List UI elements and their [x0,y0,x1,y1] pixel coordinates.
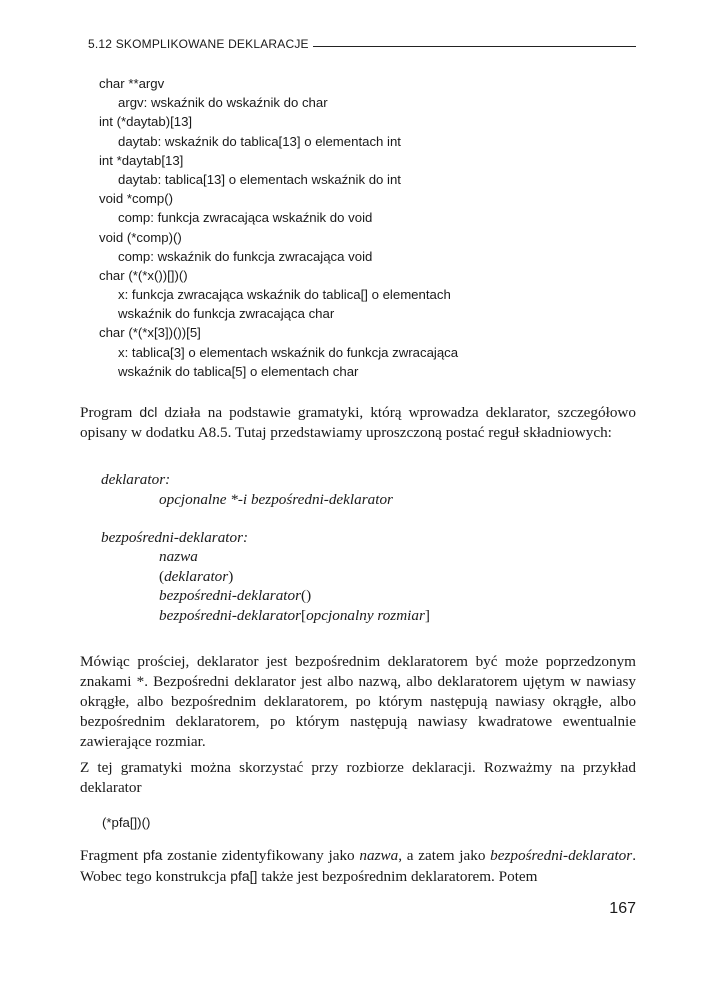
function-parens: () [301,587,312,604]
code-line: char **argv [99,76,165,91]
paren-open: ( [159,568,165,585]
paragraph-intro [80,402,636,443]
code-line: argv: wskaźnik do wskaźnik do char [118,95,328,111]
code-line: char (*(*x[3])())[5] [99,325,201,341]
code-line: comp: funkcja zwracająca wskaźnik do void [118,210,373,226]
code-line: int *daytab[13] [99,152,184,168]
inline-code-dcl: dcl [139,404,158,420]
paragraph-example-intro: Z tej gramatyki można skorzystać przy rozbiorze deklaracji. Rozważmy na przykład deklarator [80,759,636,796]
code-line: x: funkcja zwracająca wskaźnik do tablica[] o elementach [118,287,451,303]
paragraph-explanation: Mówiąc prościej, deklarator jest bezpośrednim deklaratorem być może poprzedzonym znakami *. Bezpośredni deklarator jest albo nazwą, albo deklaratorem ujętym w nawiasy okrągłe, albo bezpośrednim deklaratorem, po którym następują nawiasy okrągłe, albo bezpośrednim deklaratorem, po którym następują nawiasy kwadratowe ewentualnie zawierające rozmiar. [80,653,636,750]
bracket-close: ] [424,607,430,624]
code-line: char (*(*x())[])() [99,267,188,283]
code-line: x: tablica[3] o elementach wskaźnik do funkcja zwracająca [118,344,459,360]
paragraph-parse [80,845,636,887]
bracket-open: [ [301,607,307,624]
code-line: daytab: tablica[13] o elementach wskaźnik do int [118,171,401,187]
grammar-alt-name: nazwa [159,548,198,565]
grammar-alt-function [159,585,311,606]
grammar-alt-array [159,605,430,626]
code-line: daytab: wskaźnik do tablica[13] o elementach int [118,133,401,149]
grammar-alt4-inner: opcjonalny rozmiar [306,607,425,624]
para1-text-after: działa na podstawie gramatyki, którą wprowadza deklarator, szczegółowo opisany w dodatku A8.5. Tutaj przedstawiamy uproszczoną postać reguł składniowych: [80,404,636,441]
code-line: void *comp() [99,191,174,207]
para4-t4: . Wobec tego konstrukcja [80,847,636,885]
code-line: comp: wskaźnik do funkcja zwracająca void [118,248,373,264]
running-header [88,35,636,53]
grammar-rule-direct-declarator: bezpośredni-deklarator: [101,529,249,546]
page-number: 167 [609,900,636,917]
term-direct-declarator: bezpośredni-deklarator [490,847,633,864]
declaration-examples [99,74,639,381]
para4-t5: także jest bezpośrednim deklaratorem. Potem [257,868,538,885]
grammar-alt3-text: bezpośredni-deklarator [159,587,302,604]
para1-text-before: Program [80,404,140,421]
paren-close: ) [228,568,234,585]
inline-code-pfa-array: pfa[] [230,868,258,884]
grammar-rule-declarator-body: opcjonalne *-i bezpośredni-deklarator [159,491,393,508]
header-rule [313,46,636,47]
term-nazwa: nazwa [359,847,399,864]
code-line: int (*daytab)[13] [99,114,193,130]
grammar-alt4-text: bezpośredni-deklarator [159,607,302,624]
para4-t1: Fragment [80,847,143,864]
section-title: 5.12 SKOMPLIKOWANE DEKLARACJE [88,37,309,51]
grammar-rule-declarator: deklarator: [101,471,171,488]
code-line: wskaźnik do tablica[5] o elementach char [118,363,359,379]
code-line: void (*comp)() [99,229,182,245]
grammar-alt-parenthesized [159,566,233,587]
grammar-alt2-text: deklarator [164,568,229,585]
code-line: wskaźnik do funkcja zwracająca char [118,306,335,322]
example-declarator: (*pfa[])() [102,815,151,830]
para4-t3: , a zatem jako [398,847,491,864]
para4-t2: zostanie zidentyfikowany jako [162,847,360,864]
inline-code-pfa: pfa [142,847,163,863]
